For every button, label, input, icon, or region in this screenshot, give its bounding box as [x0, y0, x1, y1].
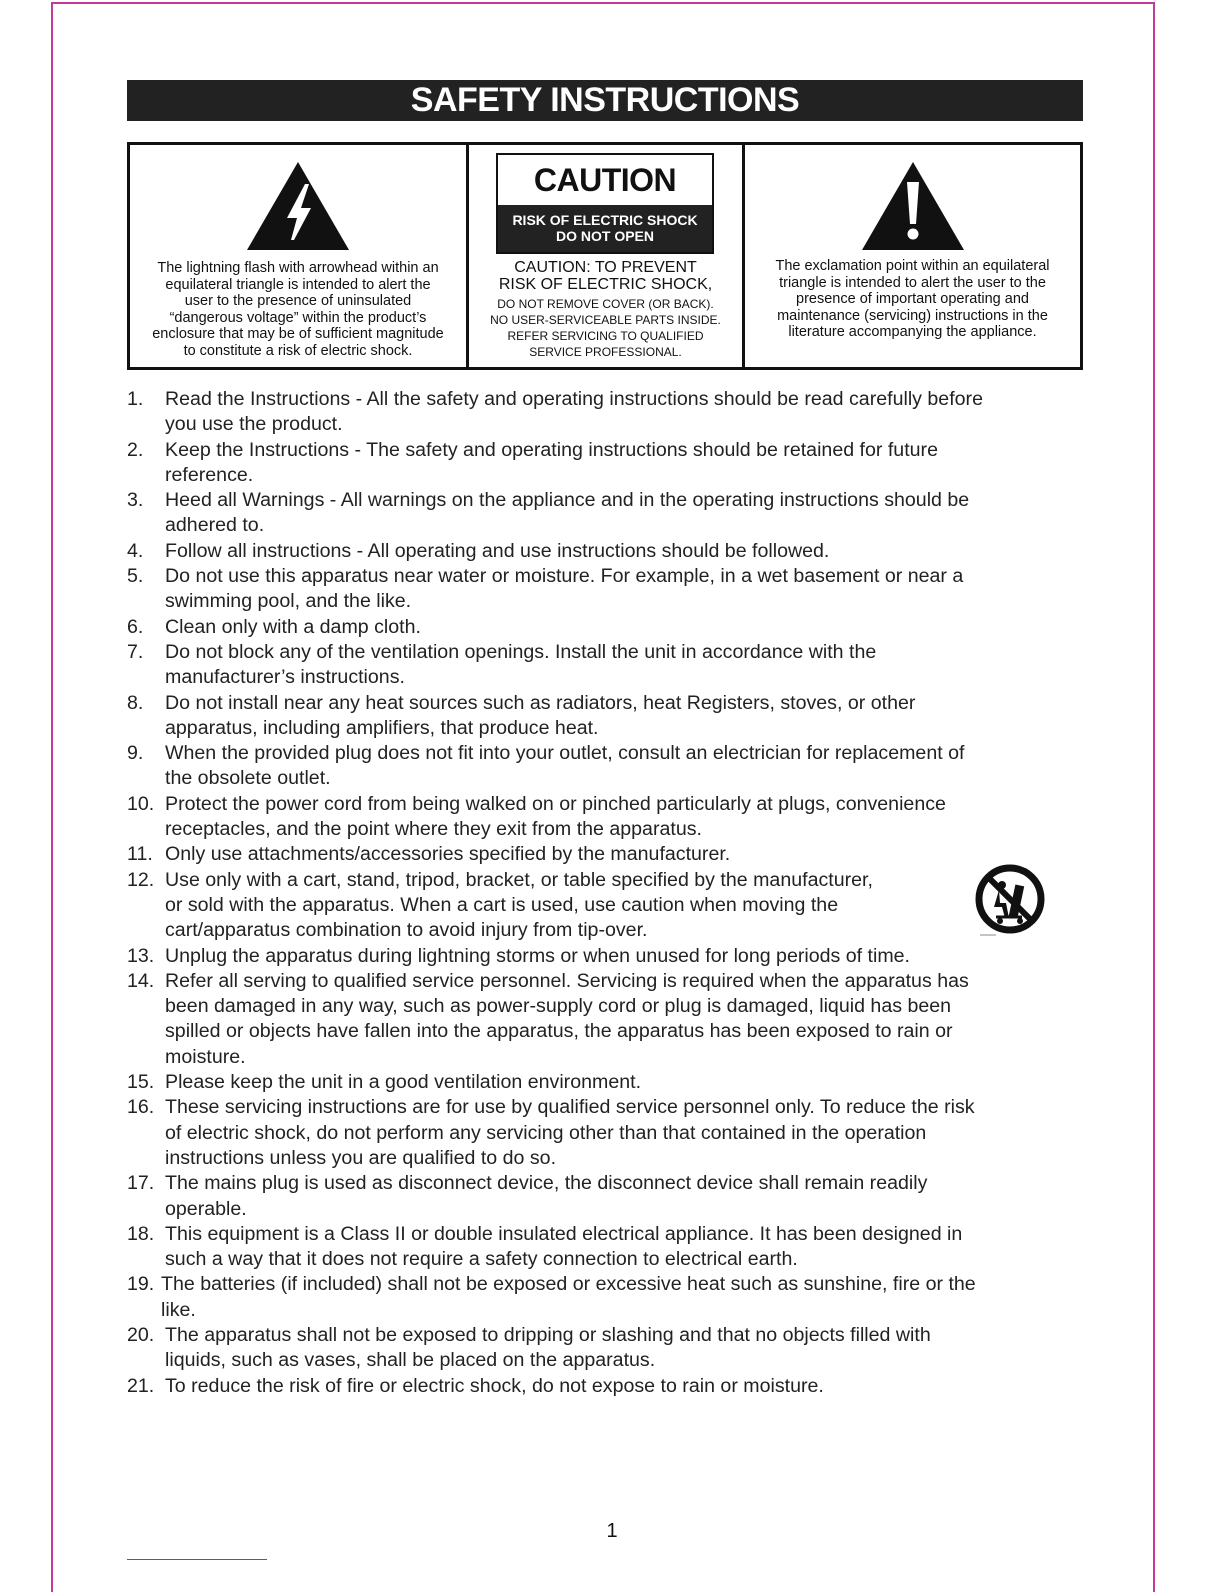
instruction-line: To reduce the risk of fire or electric shock, do not expose to rain or moisture. — [165, 1374, 824, 1397]
instruction-line: Only use attachments/accessories specified by the manufacturer. — [165, 843, 731, 866]
caution-main-text — [469, 259, 742, 293]
text-line: user to the presence of uninsulated — [184, 293, 412, 309]
instruction-line: Do not use this apparatus near water or moisture. For example, in a wet basement or near a — [165, 565, 964, 588]
instruction-line: These servicing instructions are for use by qualified service personnel only. To reduce the risk — [165, 1096, 975, 1119]
instruction-number: 10. — [127, 792, 155, 815]
instruction-item — [127, 1222, 1087, 1273]
instruction-line: Do not block any of the ventilation openings. Install the unit in accordance with the — [165, 640, 877, 663]
instruction-number: 14. — [127, 969, 155, 992]
caution-subtitle — [498, 205, 712, 252]
instruction-number: 1. — [127, 388, 144, 410]
text-line: DO NOT REMOVE COVER (OR BACK). — [497, 297, 714, 311]
instruction-item — [127, 438, 1087, 489]
instruction-line: spilled or objects have fallen into the apparatus, the apparatus has been exposed to rain or — [165, 1020, 953, 1043]
instruction-number: 19. — [127, 1273, 155, 1296]
text-line: “dangerous voltage” within the product’s — [169, 309, 427, 326]
instruction-item — [127, 615, 1087, 640]
lightning-triangle-icon — [245, 160, 351, 252]
instruction-line: instructions unless you are qualified to do so. — [165, 1146, 557, 1169]
instruction-line: This equipment is a Class II or double insulated electrical appliance. It has been designed in — [165, 1222, 963, 1245]
instruction-line: Keep the Instructions - The safety and operating instructions should be retained for future — [165, 438, 938, 461]
page-title: SAFETY INSTRUCTIONS — [127, 80, 1083, 121]
instruction-number: 5. — [127, 565, 144, 588]
instruction-line: adhered to. — [165, 514, 265, 537]
instruction-item — [127, 691, 1087, 742]
instruction-line: such a way that it does not require a safety connection to electrical earth. — [165, 1248, 798, 1271]
text-line: RISK OF ELECTRIC SHOCK, — [498, 276, 713, 293]
instruction-item — [127, 1070, 1087, 1095]
instruction-item — [127, 1323, 1087, 1374]
instruction-line: or sold with the apparatus. When a cart is used, use caution when moving the — [165, 893, 839, 916]
instruction-item — [127, 387, 1087, 438]
caution-subtitle-line: RISK OF ELECTRIC SHOCK — [512, 212, 698, 228]
instruction-item — [127, 564, 1087, 615]
instruction-number: 7. — [127, 640, 144, 663]
text-line: CAUTION: TO PREVENT — [514, 259, 697, 276]
instruction-item — [127, 1171, 1087, 1222]
text-line: literature accompanying the appliance. — [788, 324, 1037, 340]
instruction-line: been damaged in any way, such as power-supply cord or plug is damaged, liquid has been — [165, 995, 952, 1018]
instruction-number: 18. — [127, 1222, 155, 1245]
instruction-number: 4. — [127, 539, 144, 562]
instruction-line: you use the product. — [165, 413, 343, 436]
instruction-line: swimming pool, and the like. — [165, 590, 412, 613]
safety-instruction-list — [127, 387, 1087, 1399]
instruction-number: 8. — [127, 691, 144, 714]
instruction-item — [127, 1095, 1087, 1171]
instruction-item — [127, 969, 1087, 1070]
lightning-warning-cell — [130, 145, 469, 367]
instruction-line: Use only with a cart, stand, tripod, bracket, or table specified by the manufacturer, — [165, 868, 873, 891]
instruction-line: cart/apparatus combination to avoid injury from tip-over. — [165, 919, 648, 942]
text-line: presence of important operating and — [796, 291, 1029, 307]
instruction-item — [127, 1374, 1087, 1399]
instruction-line: The batteries (if included) shall not be exposed or excessive heat such as sunshine, fire or the — [161, 1273, 976, 1296]
instruction-line: The mains plug is used as disconnect device, the disconnect device shall remain readily — [165, 1172, 928, 1195]
instruction-line: Please keep the unit in a good ventilation environment. — [165, 1071, 642, 1094]
instruction-line: manufacturer’s instructions. — [165, 666, 405, 689]
caution-detail-text — [469, 296, 742, 360]
text-line: maintenance (servicing) instructions in the — [777, 307, 1048, 324]
text-line: SERVICE PROFESSIONAL. — [529, 345, 682, 359]
instruction-line: like. — [161, 1298, 196, 1321]
instruction-line: Protect the power cord from being walked on or pinched particularly at plugs, convenience — [165, 792, 946, 815]
exclamation-warning-cell — [745, 145, 1080, 367]
exclamation-triangle-icon — [860, 160, 966, 252]
instruction-line: of electric shock, do not perform any servicing other than that contained in the operation — [165, 1121, 927, 1144]
instruction-line: liquids, such as vases, shall be placed on the apparatus. — [165, 1349, 656, 1372]
text-line: triangle is intended to alert the user to the — [779, 274, 1046, 291]
text-line: enclosure that may be of sufficient magnitude — [152, 326, 444, 342]
instruction-line: apparatus, including amplifiers, that produce heat. — [165, 716, 599, 739]
instruction-item — [127, 792, 1087, 843]
instruction-item — [127, 488, 1087, 539]
instruction-number: 9. — [127, 742, 144, 765]
caution-subtitle-line: DO NOT OPEN — [555, 228, 654, 244]
instruction-line: the obsolete outlet. — [165, 767, 331, 790]
instruction-item — [127, 868, 1087, 944]
instruction-line: Refer all serving to qualified service personnel. Servicing is required when the apparatus has — [165, 969, 969, 992]
caution-title: CAUTION — [533, 162, 677, 198]
caution-badge — [496, 153, 714, 254]
instruction-line: moisture. — [165, 1045, 246, 1068]
footer-rule — [127, 1559, 267, 1560]
text-line: The exclamation point within an equilateral — [775, 258, 1050, 274]
text-line: to constitute a risk of electric shock. — [183, 342, 413, 359]
caution-cell — [469, 145, 745, 367]
instruction-number: 2. — [127, 438, 144, 461]
text-line: REFER SERVICING TO QUALIFIED — [507, 329, 704, 343]
instruction-number: 13. — [127, 944, 155, 967]
instruction-item — [127, 944, 1087, 969]
instruction-line: receptacles, and the point where they exit from the apparatus. — [165, 818, 702, 841]
text-line: equilateral triangle is intended to alert the — [165, 276, 431, 293]
lightning-warning-text — [130, 260, 466, 359]
instruction-item — [127, 741, 1087, 792]
instruction-item — [127, 640, 1087, 691]
instruction-line: Follow all instructions - All operating and use instructions should be followed. — [165, 539, 830, 562]
instruction-number: 15. — [127, 1071, 155, 1094]
text-line: NO USER-SERVICEABLE PARTS INSIDE. — [490, 313, 721, 327]
instruction-number: 3. — [127, 489, 144, 512]
instruction-item — [127, 1272, 1087, 1323]
instruction-item — [127, 539, 1087, 564]
instruction-line: The apparatus shall not be exposed to dripping or slashing and that no objects filled with — [165, 1323, 931, 1346]
instruction-number: 6. — [127, 615, 144, 638]
instruction-line: When the provided plug does not fit into your outlet, consult an electrician for replacement of — [165, 742, 965, 765]
instruction-line: Heed all Warnings - All warnings on the appliance and in the operating instructions should be — [165, 489, 970, 512]
instruction-number: 20. — [127, 1323, 155, 1346]
instruction-line: Do not install near any heat sources such as radiators, heat Registers, stoves, or other — [165, 691, 916, 714]
instruction-line: Clean only with a damp cloth. — [165, 615, 421, 638]
warning-panel — [127, 142, 1083, 370]
instruction-number: 21. — [127, 1374, 155, 1397]
text-line: The lightning flash with arrowhead within an — [157, 260, 439, 276]
instruction-number: 17. — [127, 1172, 155, 1195]
cart-tip-over-icon — [972, 863, 1048, 939]
instruction-number: 12. — [127, 868, 155, 891]
instruction-line: operable. — [165, 1197, 247, 1220]
instruction-number: 11. — [127, 843, 153, 866]
exclamation-warning-text — [745, 258, 1080, 341]
instruction-item — [127, 842, 1087, 867]
instruction-line: Read the Instructions - All the safety and operating instructions should be read carefully before — [165, 388, 983, 410]
page-number: 1 — [606, 1520, 618, 1542]
instruction-number: 16. — [127, 1096, 155, 1119]
instruction-line: reference. — [165, 463, 254, 486]
instruction-line: Unplug the apparatus during lightning storms or when unused for long periods of time. — [165, 944, 911, 967]
